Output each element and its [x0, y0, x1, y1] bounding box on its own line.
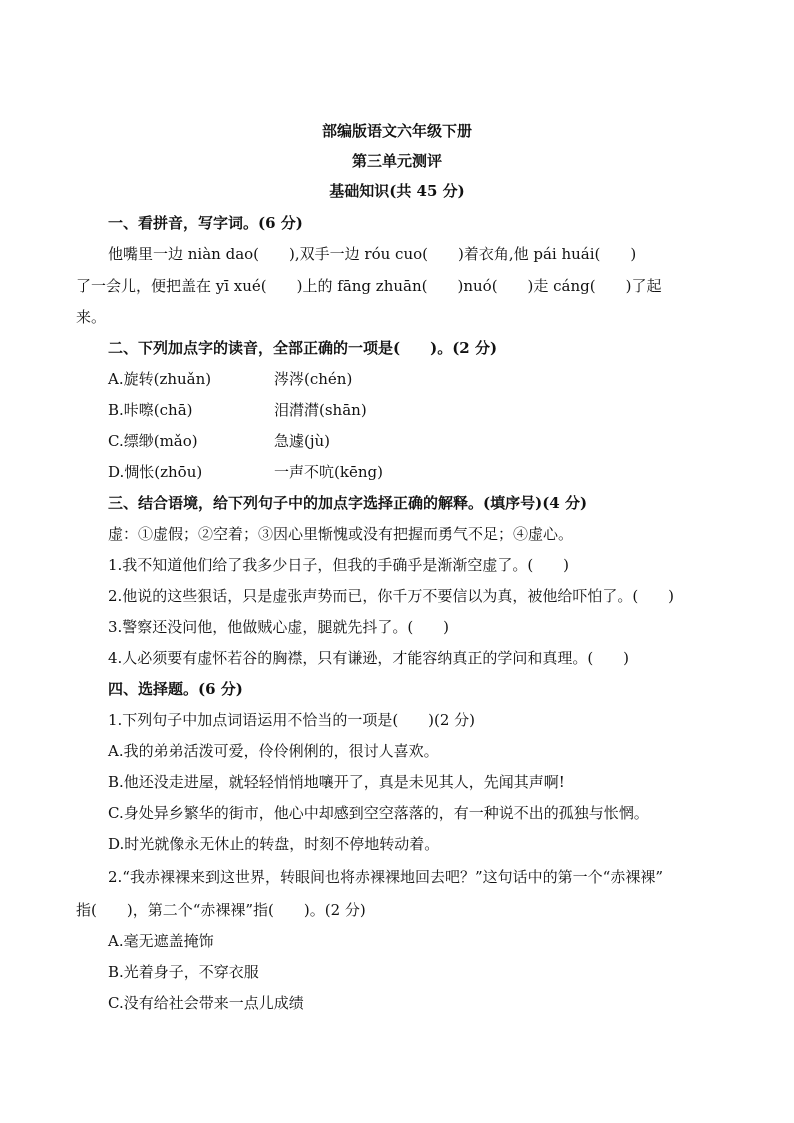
q3-heading: 三、结合语境，给下列句子中的加点字选择正确的解释。(填序号)(4 分) — [108, 494, 588, 512]
q4-sub2-stem-line-1: 2.“我赤裸裸来到这世界，转眼间也将赤裸裸地回去吧？”这句话中的第一个“赤裸裸” — [108, 868, 663, 886]
section-title: 基础知识(共 45 分) — [329, 182, 465, 200]
q4-sub1-option-d: D.时光就像永无休止的转盘，时刻不停地转动着。 — [108, 835, 440, 853]
q1-line-1: 他嘴里一边 niàn dao( ),双手一边 róu cuo( )着衣角,他 pái huái( ) — [108, 245, 637, 263]
q2-option-d-word: 一声不吭(kēng) — [274, 463, 383, 481]
q3-item-3: 3.警察还没问他，他做贼心虚，腿就先抖了。( ) — [108, 618, 450, 636]
q3-definition: 虚：①虚假；②空着；③因心里惭愧或没有把握而勇气不足；④虚心。 — [108, 525, 574, 543]
q2-option-c: C.缥缈(mǎo) — [108, 432, 198, 450]
q2-option-d: D.惆怅(zhōu) — [108, 463, 203, 481]
q1-heading: 一、看拼音，写字词。(6 分) — [108, 214, 303, 232]
q2-option-a: A.旋转(zhuǎn) — [108, 370, 212, 388]
page-title: 部编版语文六年级下册 — [321, 122, 472, 140]
q4-sub2-option-b: B.光着身子，不穿衣服 — [108, 963, 259, 981]
q4-sub2-option-c: C.没有给社会带来一点儿成绩 — [108, 994, 304, 1012]
q2-option-c-word: 急遽(jù) — [274, 432, 331, 450]
q2-heading: 二、下列加点字的读音，全部正确的一项是( )。(2 分) — [108, 339, 498, 357]
q4-sub1-option-c: C.身处异乡繁华的街市，他心中却感到空空落落的，有一种说不出的孤独与怅惘。 — [108, 804, 649, 822]
q2-option-b-word: 泪潸潸(shān) — [274, 401, 367, 419]
q1-line-3: 来。 — [76, 308, 107, 326]
q4-sub2-option-a: A.毫无遮盖掩饰 — [108, 932, 214, 950]
q3-item-4: 4.人必须要有虚怀若谷的胸襟，只有谦逊，才能容纳真正的学问和真理。( ) — [108, 649, 630, 667]
q2-option-b: B.咔嚓(chā) — [108, 401, 193, 419]
q3-item-1: 1.我不知道他们给了我多少日子，但我的手确乎是渐渐空虚了。( ) — [108, 556, 570, 574]
q4-sub2-stem-line-2: 指( )，第二个“赤裸裸”指( )。(2 分) — [76, 901, 366, 919]
unit-title: 第三单元测评 — [351, 152, 442, 170]
q2-option-a-word: 涔涔(chén) — [274, 370, 353, 388]
q4-sub1-option-a: A.我的弟弟活泼可爱，伶伶俐俐的，很讨人喜欢。 — [108, 742, 439, 760]
q4-sub1-option-b: B.他还没走进屋，就轻轻悄悄地嚷开了，真是未见其人，先闻其声啊! — [108, 773, 565, 791]
q4-heading: 四、选择题。(6 分) — [108, 680, 243, 698]
q3-item-2: 2.他说的这些狠话，只是虚张声势而已，你千万不要信以为真，被他给吓怕了。( ) — [108, 587, 675, 605]
q4-sub1-stem: 1.下列句子中加点词语运用不恰当的一项是( )(2 分) — [108, 711, 476, 729]
q1-line-2: 了一会儿，便把盖在 yī xué( )上的 fāng zhuān( )nuó( )走 cáng( )了起 — [76, 277, 662, 295]
